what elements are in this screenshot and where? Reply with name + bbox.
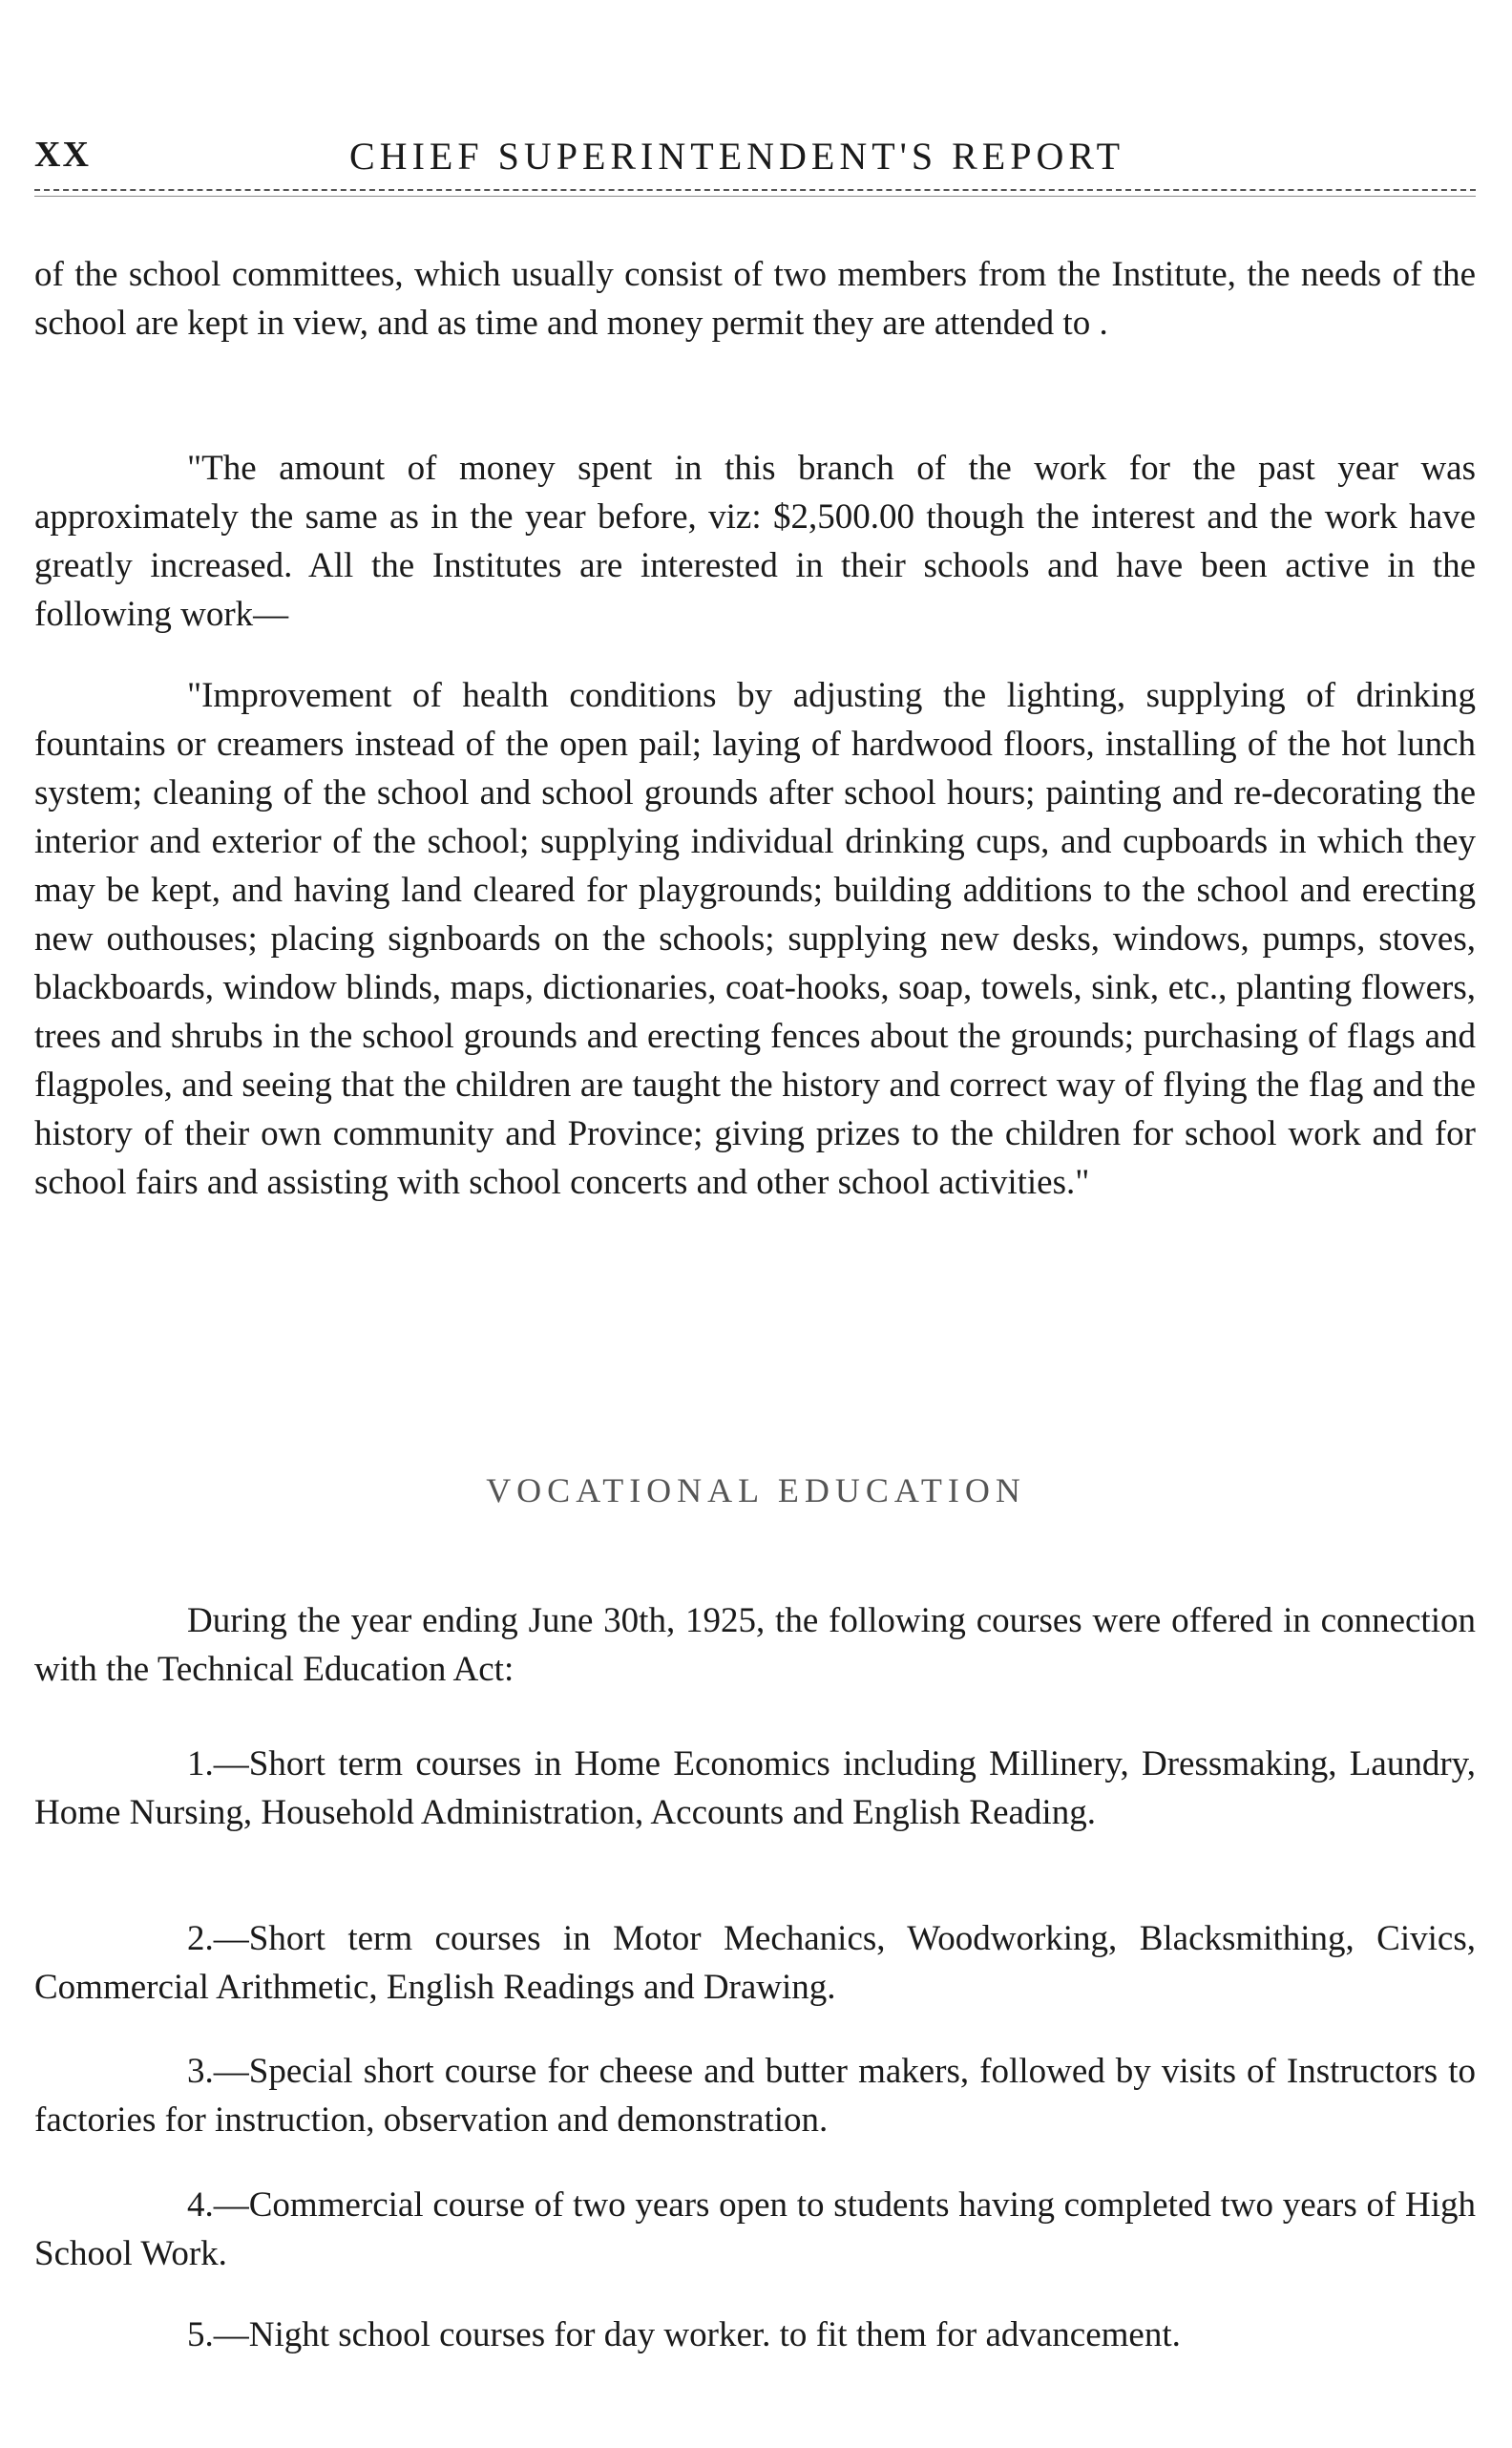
course-item-5: 5.—Night school courses for day worker. to fit them for advancement. <box>187 2315 1181 2354</box>
course-item-4: 4.—Commercial course of two years open to students having completed two years of High School Work. <box>34 2185 1476 2273</box>
paragraph-money-spent: "The amount of money spent in this branch of the work for the past year was approximately the same as in the year before, viz: $2,500.00 though the interest and the work have greatly increased. All the Institutes are interested in their schools and have been active in the following work— <box>34 449 1476 634</box>
section-intro: During the year ending June 30th, 1925, the following courses were offered in connection with the Technical Education Act: <box>34 1601 1476 1689</box>
header-rule <box>34 189 1476 191</box>
course-item-2: 2.—Short term courses in Motor Mechanics, Woodworking, Blacksmithing, Civics, Commercial Arithmetic, English Readings and Drawing. <box>34 1919 1476 2007</box>
running-head: CHIEF SUPERINTENDENT'S REPORT <box>349 135 1125 178</box>
page-header <box>34 134 1476 191</box>
paragraph-committees: of the school committees, which usually consist of two members from the Institute, the needs of the school are kept in view, and as time and money permit they are attended to . <box>34 255 1476 343</box>
course-item-1: 1.—Short term courses in Home Economics including Millinery, Dressmaking, Laundry, Home Nursing, Household Administration, Accounts and English Reading. <box>34 1744 1476 1832</box>
header-rule-secondary <box>34 196 1476 197</box>
section-title: VOCATIONAL EDUCATION <box>486 1471 1026 1509</box>
page-number: XX <box>34 135 91 175</box>
paragraph-improvements: "Improvement of health conditions by adjusting the lighting, supplying of drinking fountains or creamers instead of the open pail; laying of hardwood floors, installing of the hot lunch system; cleaning of the school and school grounds after school hours; painting and re-decorating the interior and exterior of the school; supplying individual drinking cups, and cupboards in which they may be kept, and having land cleared for playgrounds; building additions to the school and erecting new outhouses; placing signboards on the schools; supplying new desks, windows, pumps, stoves, blackboards, window blinds, maps, dictionaries, coat-hooks, soap, towels, sink, etc., planting flowers, trees and shrubs in the school grounds and erecting fences about the grounds; purchasing of flags and flagpoles, and seeing that the children are taught the history and correct way of flying the flag and the history of their own community and Province; giving prizes to the children for school work and for school fairs and assisting with school concerts and other school activities." <box>34 676 1476 1202</box>
course-item-3: 3.—Special short course for cheese and butter makers, followed by visits of Instructors to factories for instruction, observation and demonstration. <box>34 2052 1476 2140</box>
